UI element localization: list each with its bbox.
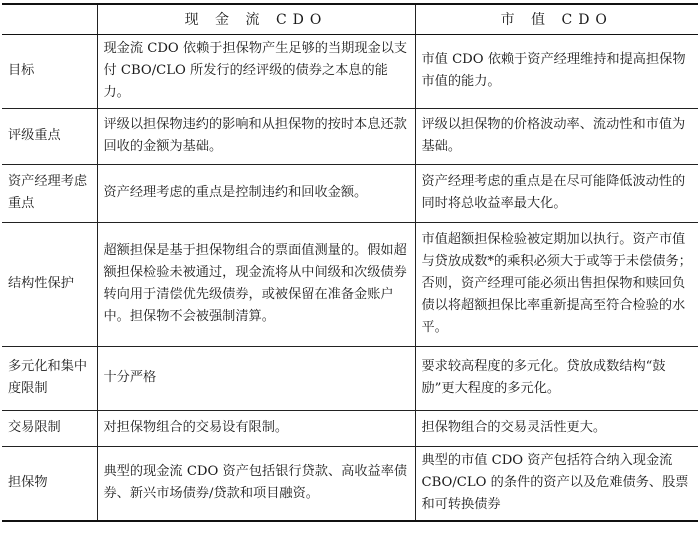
- market-value-cell: 评级以担保物的价格波动率、流动性和市值为基础。: [415, 109, 698, 165]
- table-row-structural-protection: [2, 223, 698, 347]
- row-label: 评级重点: [2, 109, 97, 165]
- cashflow-cell: 典型的现金流 CDO 资产包括银行贷款、高收益率债券、新兴市场债券/贷款和项目融资。: [97, 447, 415, 522]
- market-value-cell: 市值超额担保检验被定期加以执行。资产市值与贷放成数*的乘积必须大于或等于未偿债务；否则，资产经理可能必须出售担保物和赎回负债以将超额担保比率重新提高至符合检验的水平。: [415, 223, 698, 347]
- row-label: 结构性保护: [2, 223, 97, 347]
- market-value-cell: 市值 CDO 依赖于资产经理维持和提高担保物市值的能力。: [415, 35, 698, 109]
- cashflow-cell: 十分严格: [97, 347, 415, 411]
- market-value-cell: 要求较高程度的多元化。贷放成数结构“鼓励”更大程度的多元化。: [415, 347, 698, 411]
- cashflow-cell: 对担保物组合的交易设有限制。: [97, 411, 415, 447]
- cashflow-cell: 现金流 CDO 依赖于担保物产生足够的当期现金以支付 CBO/CLO 所发行的经评级的债券之本息的能力。: [97, 35, 415, 109]
- cashflow-cell: 超额担保是基于担保物组合的票面值测量的。假如超额担保检验未被通过，现金流将从中间级和次级债券转向用于清偿优先级债券，或被保留在准备金账户中。担保物不会被强制清算。: [97, 223, 415, 347]
- table-row-rating-focus: [2, 109, 698, 165]
- cashflow-cell: 资产经理考虑的重点是控制违约和回收金额。: [97, 165, 415, 223]
- row-label: 多元化和集中度限制: [2, 347, 97, 411]
- table-row-objective: [2, 35, 698, 109]
- row-label: 资产经理考虑重点: [2, 165, 97, 223]
- header-market-value-cdo: 市 值 CDO: [415, 4, 698, 35]
- market-value-cell: 担保物组合的交易灵活性更大。: [415, 411, 698, 447]
- table-row-trading-limits: [2, 411, 698, 447]
- market-value-cell: 资产经理考虑的重点是在尽可能降低波动性的同时将总收益率最大化。: [415, 165, 698, 223]
- header-empty-cell: [2, 4, 97, 35]
- table-row-manager-focus: [2, 165, 698, 223]
- table-header-row: [2, 4, 698, 35]
- market-value-cell: 典型的市值 CDO 资产包括符合纳入现金流 CBO/CLO 的条件的资产以及危难债务、股票和可转换债券: [415, 447, 698, 522]
- row-label: 担保物: [2, 447, 97, 522]
- cashflow-cell: 评级以担保物违约的影响和从担保物的按时本息还款回收的金额为基础。: [97, 109, 415, 165]
- cdo-comparison-table: [2, 3, 698, 522]
- table-row-diversification: [2, 347, 698, 411]
- table-row-collateral: [2, 447, 698, 522]
- row-label: 交易限制: [2, 411, 97, 447]
- row-label: 目标: [2, 35, 97, 109]
- header-cashflow-cdo: 现 金 流 CDO: [97, 4, 415, 35]
